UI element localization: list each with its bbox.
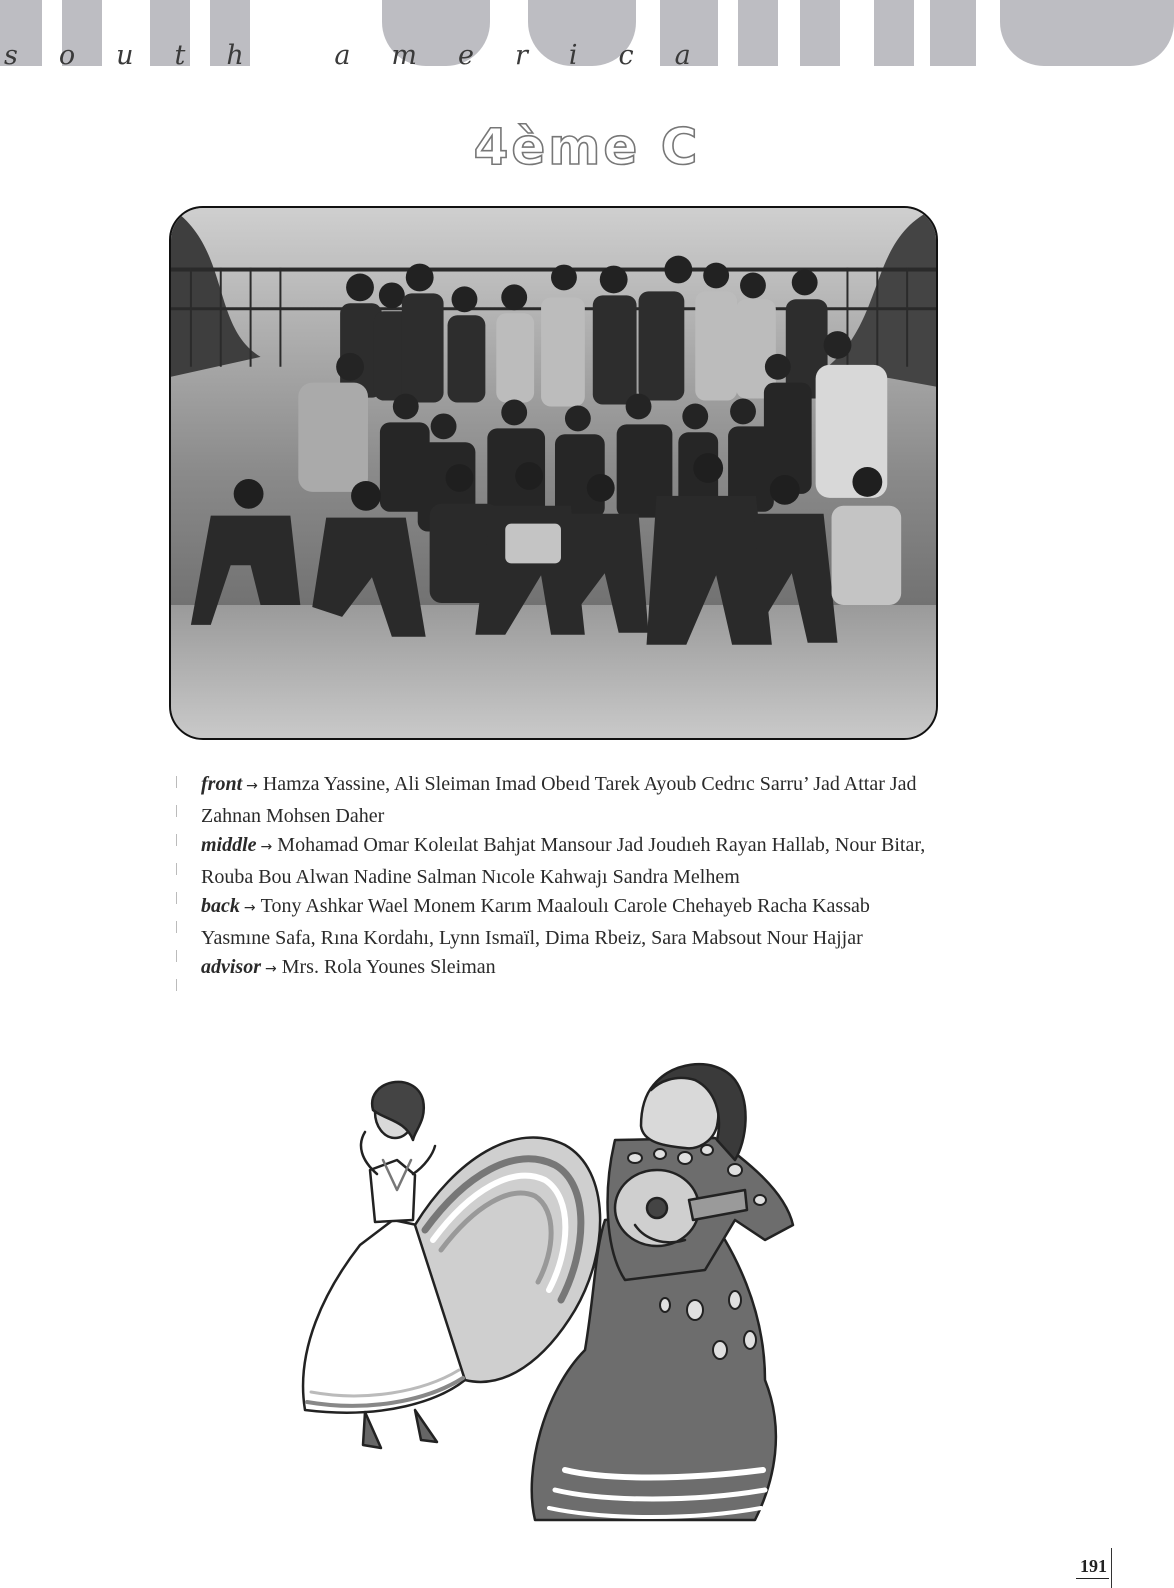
row-label: middle bbox=[201, 834, 257, 856]
photo-caption bbox=[201, 770, 941, 985]
arrow-icon: → bbox=[265, 961, 277, 977]
row-names: Hamza Yassine, Ali Sleiman Imad Obeıd Tarek Ayoub Cedrıc Sarru’ Jad Attar Jad Zahnan Mohsen Daher bbox=[201, 773, 917, 827]
caption-row-back bbox=[201, 892, 941, 953]
arrow-icon: → bbox=[243, 900, 256, 916]
header-banner bbox=[0, 0, 1174, 70]
header-letter-block bbox=[874, 0, 914, 66]
region-label: south america bbox=[4, 40, 732, 70]
class-photo bbox=[169, 206, 938, 740]
header-letter-block bbox=[800, 0, 840, 66]
header-letter-block bbox=[738, 0, 778, 66]
caption-margin-ticks bbox=[176, 776, 180, 1026]
header-letter-block bbox=[930, 0, 976, 66]
dancers-illustration bbox=[265, 1050, 825, 1530]
row-label: back bbox=[201, 895, 240, 917]
arrow-icon: → bbox=[260, 839, 273, 855]
row-names: Mohamad Omar Koleılat Bahjat Mansour Jad Joudıeh Rayan Hallab, Nour Bitar, Rouba Bou Alwan Nadine Salman Nıcole Kahwajı Sandra Melhem bbox=[201, 834, 926, 888]
row-label: front bbox=[201, 773, 243, 795]
page-number: 191 bbox=[1076, 1556, 1109, 1579]
row-label: advisor bbox=[201, 956, 261, 978]
row-names: Tony Ashkar Wael Monem Karım Maaloulı Carole Chehayeb Racha Kassab Yasmıne Safa, Rına Kordahı, Lynn Ismaïl, Dima Rbeiz, Sara Mabsout Nour Hajjar bbox=[201, 895, 870, 949]
group-photo-image bbox=[171, 208, 936, 738]
page-number-rule bbox=[1111, 1548, 1112, 1588]
arrow-icon: → bbox=[246, 778, 258, 794]
header-letter-block bbox=[1000, 0, 1174, 66]
dancers-drawing bbox=[265, 1050, 825, 1530]
caption-row-middle bbox=[201, 831, 941, 892]
caption-row-advisor bbox=[201, 953, 941, 985]
caption-row-front bbox=[201, 770, 941, 831]
class-title: 4ème C bbox=[473, 118, 701, 176]
row-names: Mrs. Rola Younes Sleiman bbox=[281, 956, 496, 978]
